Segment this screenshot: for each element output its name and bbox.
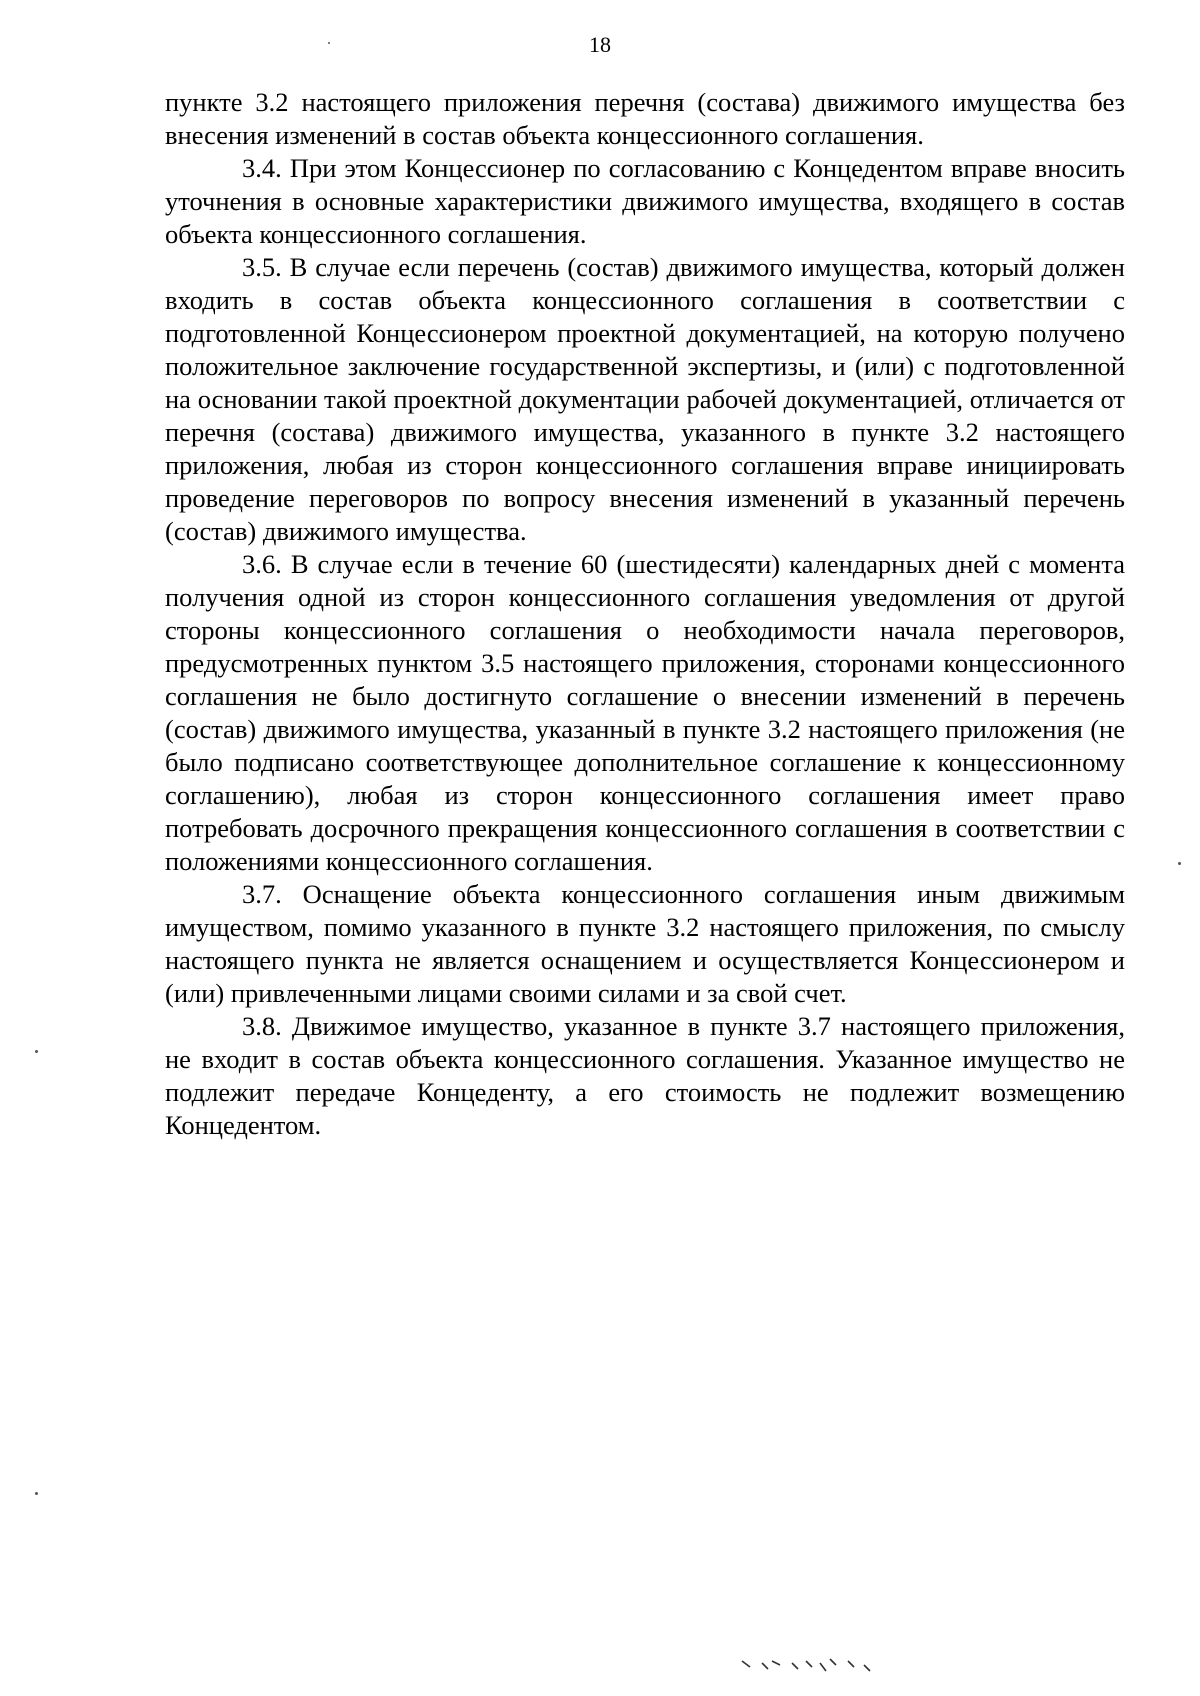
scan-speck bbox=[35, 1492, 38, 1495]
paragraph-3-4: 3.4. При этом Концессионер по согласованию с Концедентом вправе вносить уточнения в основные характеристики движимого имущества, входящего в состав объекта концессионного соглашения. bbox=[165, 153, 1125, 249]
paragraph-3-7: 3.7. Оснащение объекта концессионного соглашения иным движимым имуществом, помимо указанного в пункте 3.2 настоящего приложения, по смыслу настоящего пункта не является оснащением и осуществляется Концессионером и (или) привлеченными лицами своими силами и за свой счет. bbox=[165, 879, 1125, 1008]
scan-speck bbox=[35, 1050, 38, 1053]
document-body bbox=[165, 86, 1125, 1142]
handwritten-mark bbox=[740, 1655, 940, 1679]
paragraph-3-6: 3.6. В случае если в течение 60 (шестидесяти) календарных дней с момента получения одной из сторон концессионного соглашения уведомления от другой стороны концессионного соглашения о необходимости начала переговоров, предусмотренных пунктом 3.5 настоящего приложения, сторонами концессионного соглашения не было достигнуто соглашение о внесении изменений в перечень (состав) движимого имущества, указанный в пункте 3.2 настоящего приложения (не было подписано соответствующее дополнительное соглашение к концессионному соглашению), любая из сторон концессионного соглашения имеет право потребовать досрочного прекращения концессионного соглашения в соответствии с положениями концессионного соглашения. bbox=[165, 549, 1125, 876]
scan-speck bbox=[328, 42, 330, 44]
page-number: 18 bbox=[589, 32, 611, 57]
paragraph-continuation: пункте 3.2 настоящего приложения перечня (состава) движимого имущества без внесения изменений в состав объекта концессионного соглашения. bbox=[165, 87, 1125, 150]
paragraph-3-8: 3.8. Движимое имущество, указанное в пункте 3.7 настоящего приложения, не входит в состав объекта концессионного соглашения. Указанное имущество не подлежит передаче Концеденту, а его стоимость не подлежит возмещению Концедентом. bbox=[165, 1011, 1125, 1140]
paragraph-3-5: 3.5. В случае если перечень (состав) движимого имущества, который должен входить в состав объекта концессионного соглашения в соответствии с подготовленной Концессионером проектной документацией, на которую получено положительное заключение государственной экспертизы, и (или) с подготовленной на основании такой проектной документации рабочей документацией, отличается от перечня (состава) движимого имущества, указанного в пункте 3.2 настоящего приложения, любая из сторон концессионного соглашения вправе инициировать проведение переговоров по вопросу внесения изменений в указанный перечень (состав) движимого имущества. bbox=[165, 252, 1125, 546]
scan-speck bbox=[1178, 862, 1181, 865]
